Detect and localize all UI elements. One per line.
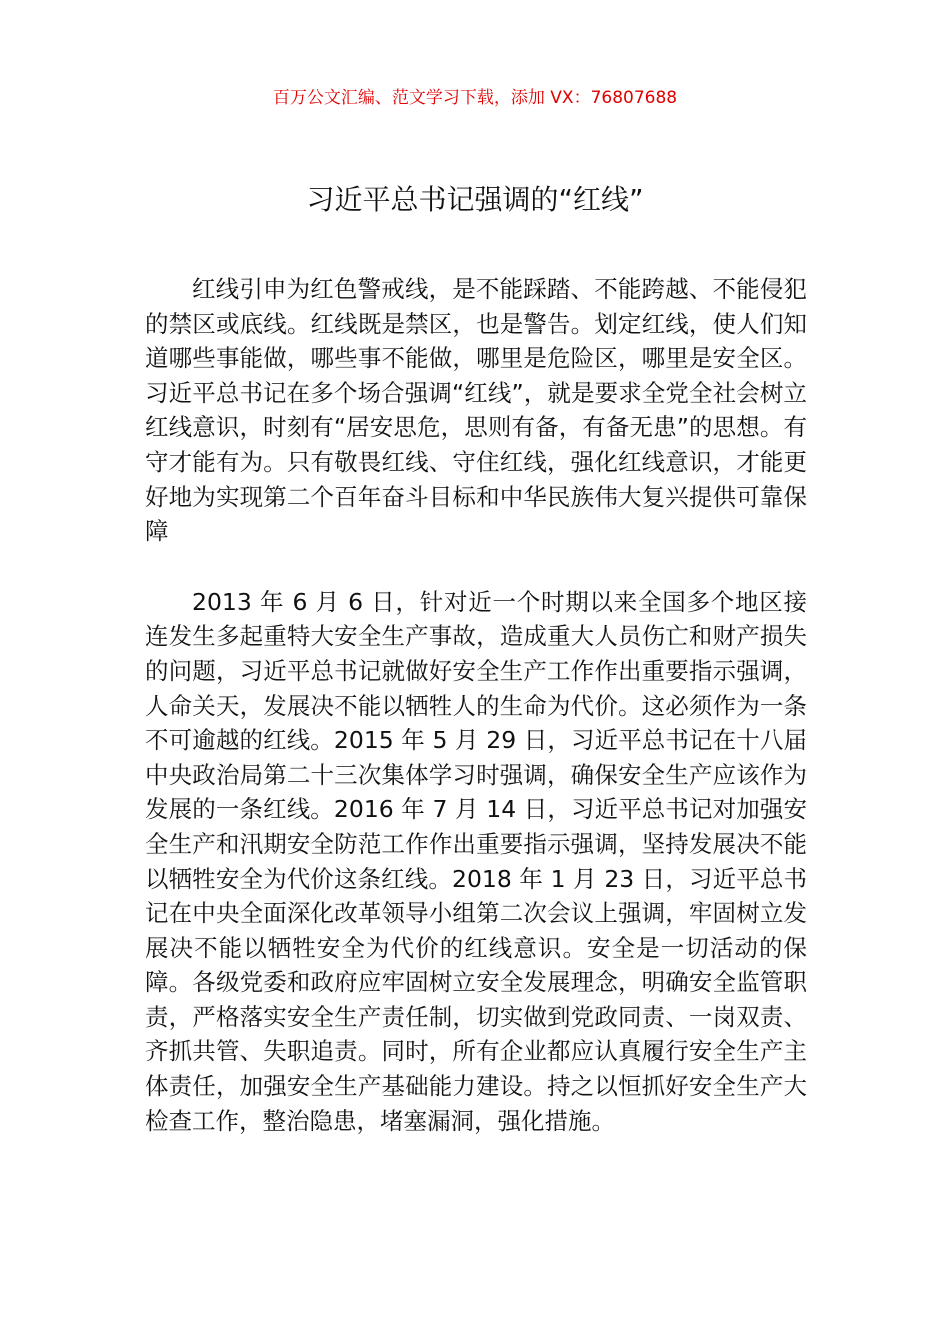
paragraph-intro: 红线引申为红色警戒线，是不能踩踏、不能跨越、不能侵犯的禁区或底线。红线既是禁区，也是警告。划定红线，使人们知道哪些事能做，哪些事不能做，哪里是危险区，哪里是安全区。习近平总书记在多个场合强调“红线”，就是要求全党全社会树立红线意识，时刻有“居安思危，思则有备，有备无患”的思想。有守才能有为。只有敬畏红线、守住红线，强化红线意识，才能更好地为实现第二个百年奋斗目标和中华民族伟大复兴提供可靠保障 [145,275,807,546]
document-title: 习近平总书记强调的“红线” [306,183,644,216]
header-note: 百万公文汇编、范文学习下载，添加 VX：76807688 [272,88,678,108]
document-body [145,272,807,1138]
paragraph-safety: 2013 年 6 月 6 日，针对近一个时期以来全国多个地区接连发生多起重特大安全生产事故，造成重大人员伤亡和财产损失的问题，习近平总书记就做好安全生产工作作出重要指示强调，人命关天，发展决不能以牺牲人的生命为代价。这必须作为一条不可逾越的红线。2015 年 5 月 29 日，习近平总书记在十八届中央政治局第二十三次集体学习时强调，确保安全生产应该作为发展的一条红线。2016 年 7 月 14 日，习近平总书记对加强安全生产和汛期安全防范工作作出重要指示强调，坚持发展决不能以牺牲安全为代价这条红线。2018 年 1 月 23 日，习近平总书记在中央全面深化改革领导小组第二次会议上强调，牢固树立发展决不能以牺牲安全为代价的红线意识。安全是一切活动的保障。各级党委和政府应牢固树立安全发展理念，明确安全监管职责，严格落实安全生产责任制，切实做到党政同责、一岗双责、齐抓共管、失职追责。同时，所有企业都应认真履行安全生产主体责任，加强安全生产基础能力建设。持之以恒抓好安全生产大检查工作，整治隐患，堵塞漏洞，强化措施。 [145,587,807,1135]
